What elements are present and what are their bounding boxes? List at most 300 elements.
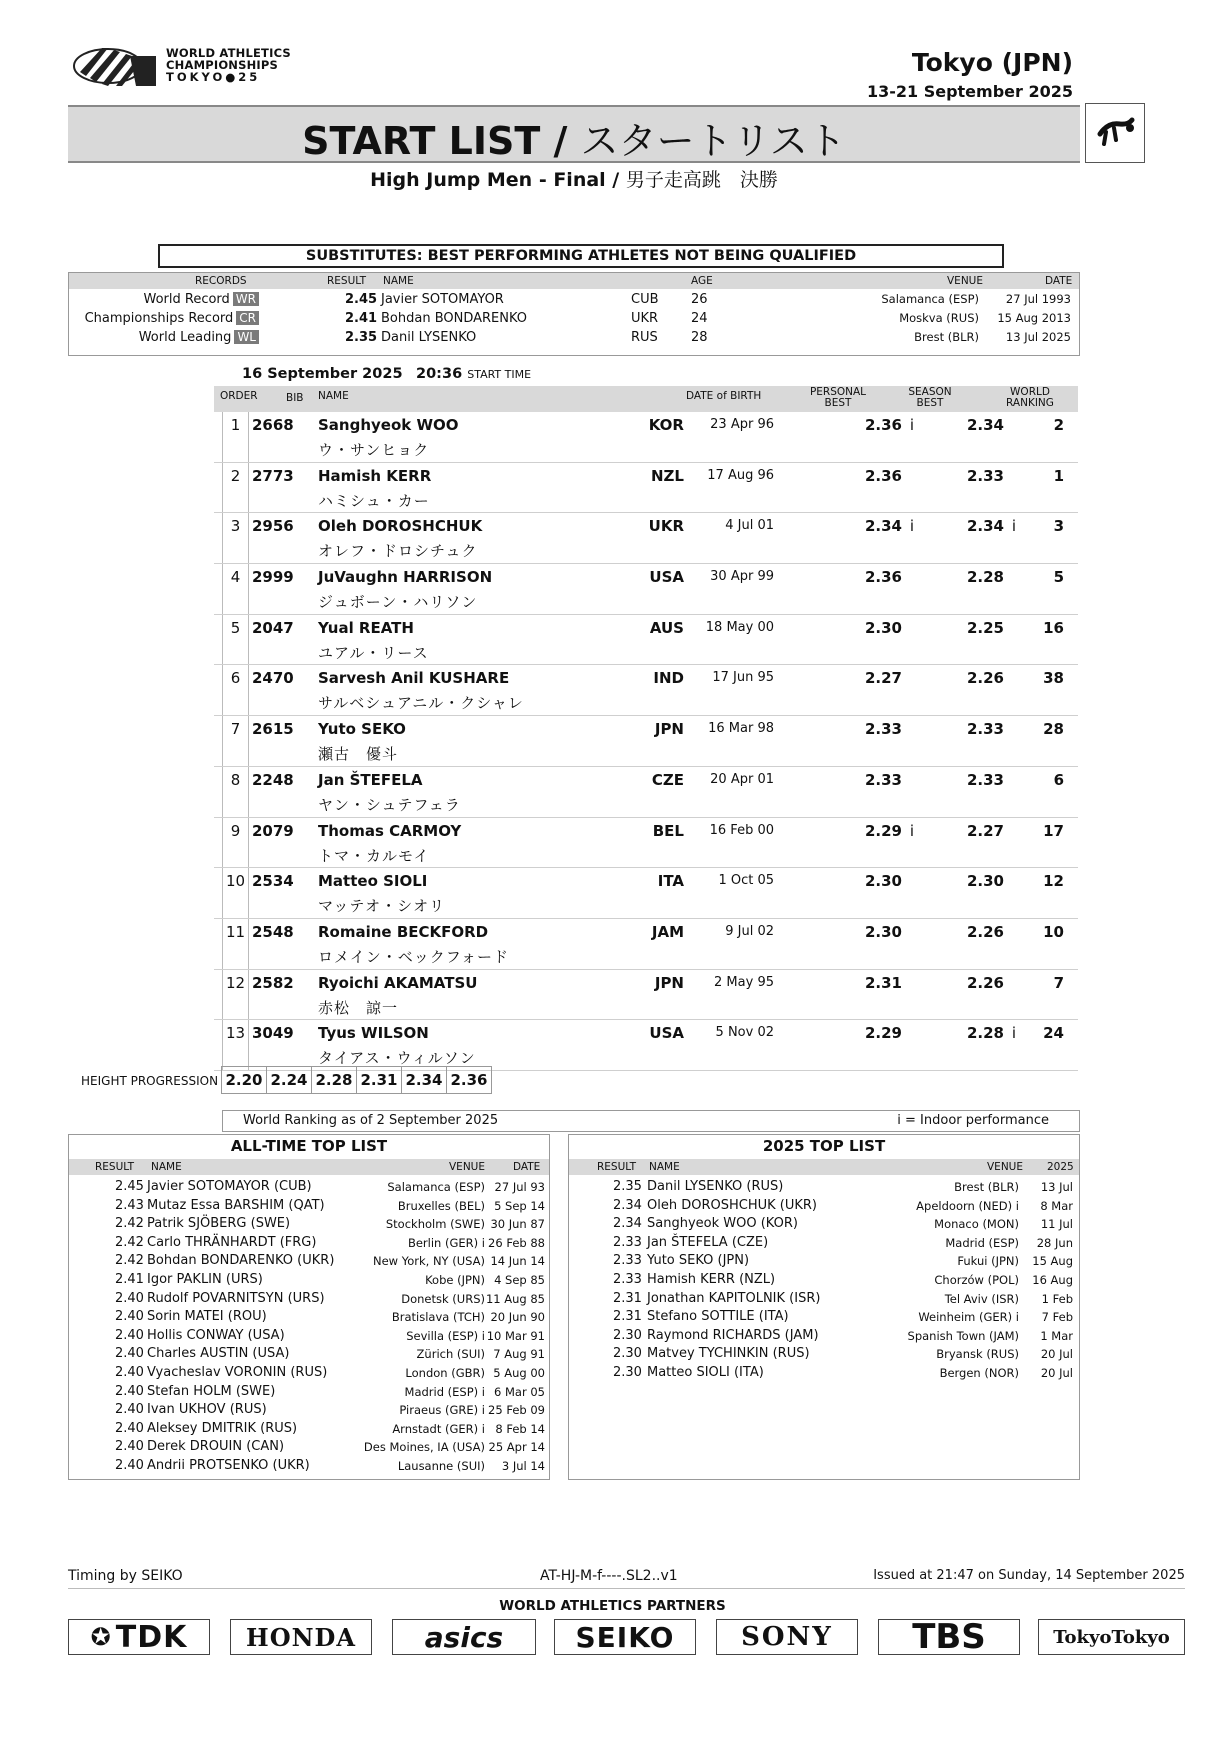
subtitle-jp: 男子走高跳 決勝	[625, 169, 778, 191]
top-list-result: 2.45	[115, 1179, 144, 1194]
athlete-nation: ITA	[657, 872, 684, 891]
record-label-text: World Leading	[138, 330, 232, 345]
athlete-name: JuVaughn HARRISON	[318, 568, 493, 587]
top-list-result: 2.40	[115, 1383, 144, 1399]
top-list-row	[569, 1328, 1079, 1347]
athlete-name-jp: ユアル・リース	[318, 643, 429, 662]
top-2025-header-result: RESULT	[597, 1161, 637, 1173]
top-list-athlete: Carlo THRÄNHARDT (FRG)	[147, 1234, 317, 1250]
athlete-personal-best	[824, 872, 914, 890]
top-2025-title: 2025 TOP LIST	[762, 1137, 886, 1155]
record-label	[85, 311, 259, 326]
athlete-world-ranking: 6	[1053, 770, 1064, 789]
tdk-emblem-icon: ✪	[90, 1623, 112, 1651]
athlete-name: Yuto SEKO	[318, 720, 406, 739]
athlete-name-jp: タイアス・ウィルソン	[318, 1049, 476, 1068]
top-list-athlete: Yuto SEKO (JPN)	[647, 1253, 750, 1269]
top-list-venue: Madrid (ESP)	[945, 1235, 1019, 1250]
top-list-athlete: Sanghyeok WOO (KOR)	[647, 1216, 798, 1232]
athlete-world-ranking: 12	[1043, 872, 1064, 891]
top-list-date: 16 Aug	[1032, 1272, 1073, 1287]
athlete-nation: IND	[653, 669, 684, 688]
season-best-value: 2.33	[966, 720, 1004, 739]
top-list-2025	[568, 1134, 1080, 1480]
top-list-venue: Lausanne (SUI)	[397, 1458, 485, 1473]
top-list-venue: Monaco (MON)	[934, 1217, 1019, 1232]
record-row	[69, 291, 1079, 309]
top-list-date: 1 Mar	[1040, 1328, 1073, 1343]
top-list-athlete: Oleh DOROSHCHUK (UKR)	[647, 1197, 817, 1213]
partner-tdk-text: TDK	[115, 1619, 188, 1655]
event-subtitle	[68, 165, 1080, 192]
record-date: 27 Jul 1993	[1005, 292, 1071, 306]
top-list-result: 2.40	[115, 1309, 144, 1325]
all-time-title: ALL-TIME TOP LIST	[230, 1137, 388, 1155]
athlete-name-jp: 瀬古 優斗	[318, 745, 399, 764]
top-list-result: 2.33	[613, 1234, 642, 1250]
top-2025-header	[569, 1159, 1079, 1175]
athlete-bib: 3049	[252, 1024, 294, 1043]
athlete-world-ranking: 38	[1043, 669, 1064, 688]
athlete-nation: UKR	[648, 517, 684, 536]
page-title	[68, 110, 1080, 165]
ranking-date-note: World Ranking as of 2 September 2025	[243, 1113, 499, 1128]
top-list-row	[569, 1235, 1079, 1254]
athlete-season-best	[926, 517, 1016, 535]
personal-best-value: 2.33	[864, 770, 902, 789]
athlete-season-best	[926, 923, 1016, 941]
top-list-date: 26 Feb 88	[488, 1235, 545, 1250]
athlete-order: 6	[222, 665, 249, 715]
record-holder: Bohdan BONDARENKO	[381, 311, 528, 326]
height-value: 2.34	[402, 1067, 447, 1093]
season-best-value: 2.34	[966, 517, 1004, 536]
record-result: 2.41	[345, 311, 378, 326]
athlete-row	[214, 767, 1078, 818]
season-best-value: 2.30	[966, 872, 1004, 891]
athlete-nation: JPN	[654, 720, 684, 739]
athlete-personal-best	[824, 467, 914, 485]
athlete-order: 4	[222, 564, 249, 614]
athlete-bib: 2668	[252, 416, 294, 434]
record-code-badge: WR	[233, 292, 259, 306]
top-list-row	[69, 1458, 549, 1477]
top-list-venue: Chorzów (POL)	[934, 1272, 1019, 1287]
athlete-season-best	[926, 467, 1016, 485]
top-list-row	[69, 1198, 549, 1217]
season-best-value: 2.26	[966, 922, 1004, 941]
header-name: NAME	[383, 275, 414, 287]
record-age: 28	[691, 330, 708, 345]
athlete-personal-best	[824, 1024, 914, 1042]
record-nat: UKR	[631, 311, 659, 326]
partner-logo-tbs: TBS	[878, 1619, 1020, 1655]
athlete-name: Sanghyeok WOO	[318, 416, 459, 434]
athlete-bib: 2615	[252, 720, 294, 739]
top-list-date: 5 Aug 00	[493, 1365, 545, 1380]
personal-best-value: 2.33	[864, 720, 902, 739]
top-list-result: 2.30	[613, 1364, 642, 1380]
top-list-row	[69, 1216, 549, 1235]
top-list-result: 2.30	[613, 1327, 642, 1343]
top-list-athlete: Patrik SJÖBERG (SWE)	[147, 1216, 291, 1232]
championships-logo-text	[166, 47, 291, 83]
athlete-row	[214, 818, 1078, 869]
top-list-row	[569, 1346, 1079, 1365]
personal-best-value: 2.36	[864, 568, 902, 587]
athlete-world-ranking: 24	[1043, 1024, 1064, 1043]
start-time-label: START TIME	[467, 368, 532, 381]
top-list-result: 2.41	[115, 1271, 144, 1287]
athlete-season-best	[926, 619, 1016, 637]
athlete-personal-best	[824, 720, 914, 738]
top-list-date: 10 Mar 91	[486, 1328, 545, 1343]
top-list-date: 25 Apr 14	[488, 1440, 545, 1455]
personal-best-value: 2.36	[864, 416, 902, 434]
top-list-date: 13 Jul	[1040, 1180, 1073, 1194]
top-list-venue: Kobe (JPN)	[425, 1272, 485, 1287]
personal-best-value: 2.30	[864, 872, 902, 891]
athlete-season-best	[926, 720, 1016, 738]
height-value: 2.28	[312, 1067, 357, 1093]
athlete-bib: 2047	[252, 618, 294, 637]
athlete-name-jp: マッテオ・シオリ	[318, 897, 446, 916]
athlete-order: 8	[222, 767, 249, 817]
athlete-season-best	[926, 669, 1016, 687]
season-best-value: 2.28	[966, 568, 1004, 587]
season-best-value: 2.33	[966, 770, 1004, 789]
top-list-date: 27 Jul 93	[494, 1180, 545, 1194]
athlete-personal-best	[824, 771, 914, 789]
top-list-result: 2.40	[115, 1346, 144, 1362]
top-list-date: 7 Aug 91	[493, 1347, 545, 1362]
top-list-date: 14 Jun 14	[490, 1254, 545, 1269]
header-personal-best: PERSONAL BEST	[809, 386, 867, 409]
athlete-name-jp: ハミシュ・カー	[318, 491, 430, 510]
top-list-result: 2.33	[613, 1253, 642, 1269]
athlete-name-jp: トマ・カルモイ	[318, 846, 430, 865]
top-list-date: 4 Sep 85	[494, 1272, 545, 1287]
top-list-result: 2.30	[613, 1346, 642, 1362]
document-code: AT-HJ-M-f----.SL2..v1	[540, 1568, 678, 1584]
timing-credit: Timing by SEIKO	[68, 1568, 183, 1584]
athlete-personal-best	[824, 923, 914, 941]
season-best-value: 2.33	[966, 466, 1004, 485]
top-list-row	[69, 1179, 549, 1198]
athlete-order: 3	[222, 513, 249, 563]
season-best-indoor: i	[1011, 1024, 1016, 1043]
athlete-personal-best	[824, 517, 914, 535]
athlete-season-best	[926, 822, 1016, 840]
athlete-world-ranking: 28	[1043, 720, 1064, 739]
header-order: ORDER	[220, 390, 258, 402]
issued-timestamp: Issued at 21:47 on Sunday, 14 September 2025	[873, 1568, 1185, 1583]
athlete-name: Yual REATH	[318, 618, 414, 637]
all-time-header-name: NAME	[151, 1161, 182, 1173]
championships-logo-icon	[72, 42, 158, 94]
athlete-season-best	[926, 1024, 1016, 1042]
season-best-value: 2.26	[966, 669, 1004, 688]
competition-date: 16 September 2025	[242, 366, 403, 382]
top-list-date: 25 Feb 09	[488, 1403, 545, 1418]
top-list-result: 2.43	[115, 1197, 144, 1213]
top-list-athlete: Jonathan KAPITOLNIK (ISR)	[647, 1290, 821, 1306]
athlete-name: Sarvesh Anil KUSHARE	[318, 669, 510, 688]
host-city: Tokyo (JPN)	[911, 48, 1073, 77]
athlete-nation: JAM	[651, 922, 684, 941]
athlete-bib: 2582	[252, 973, 294, 992]
top-list-result: 2.40	[115, 1364, 144, 1380]
top-list-row	[69, 1309, 549, 1328]
athlete-bib: 2773	[252, 466, 294, 485]
top-list-date: 8 Feb 14	[495, 1421, 545, 1436]
height-value: 2.31	[357, 1067, 402, 1093]
top-list-athlete: Sorin MATEI (ROU)	[147, 1309, 267, 1325]
athlete-personal-best	[824, 669, 914, 687]
top-list-venue: Tel Aviv (ISR)	[944, 1291, 1019, 1306]
athlete-bib: 2079	[252, 821, 294, 840]
top-list-athlete: Rudolf POVARNITSYN (URS)	[147, 1290, 325, 1306]
athlete-nation: AUS	[649, 618, 684, 637]
record-age: 24	[691, 311, 708, 326]
record-venue: Salamanca (ESP)	[881, 292, 979, 306]
athlete-personal-best	[824, 416, 914, 434]
athlete-name: Ryoichi AKAMATSU	[318, 973, 478, 992]
athlete-name-jp: ヤン・シュテフェラ	[318, 795, 461, 814]
partner-logo-tokyo-tokyo: TokyoTokyo	[1038, 1619, 1185, 1655]
personal-best-indoor: i	[909, 416, 914, 434]
personal-best-value: 2.34	[864, 517, 902, 536]
top-list-date: 15 Aug	[1032, 1254, 1073, 1269]
athlete-dob: 18 May 00	[705, 619, 774, 635]
logo-line-2: CHAMPIONSHIPS	[166, 58, 279, 72]
top-list-athlete: Stefan HOLM (SWE)	[147, 1383, 276, 1399]
record-holder: Danil LYSENKO	[381, 330, 477, 345]
top-list-venue: Madrid (ESP) i	[404, 1384, 485, 1399]
athlete-row	[214, 412, 1078, 463]
athlete-season-best	[926, 872, 1016, 890]
top-list-date: 28 Jun	[1036, 1235, 1073, 1250]
athlete-name: Oleh DOROSHCHUK	[318, 517, 483, 536]
top-list-date: 20 Jul	[1040, 1365, 1073, 1380]
top-list-row	[69, 1365, 549, 1384]
top-list-row	[69, 1272, 549, 1291]
start-list-header	[214, 386, 1078, 412]
athlete-row	[214, 970, 1078, 1021]
header-venue: VENUE	[947, 275, 983, 287]
athlete-bib: 2534	[252, 872, 294, 891]
athlete-dob: 16 Feb 00	[709, 822, 774, 838]
partner-logo-tdk	[68, 1619, 210, 1655]
top-list-athlete: Mutaz Essa BARSHIM (QAT)	[147, 1197, 325, 1213]
athlete-season-best	[926, 974, 1016, 992]
top-list-venue: Zürich (SUI)	[416, 1347, 485, 1362]
record-label	[143, 292, 259, 307]
top-list-date: 7 Feb	[1041, 1310, 1073, 1325]
top-list-row	[69, 1402, 549, 1421]
top-list-result: 2.31	[613, 1290, 642, 1306]
athlete-nation: USA	[649, 1024, 684, 1043]
athlete-world-ranking: 5	[1053, 568, 1064, 587]
athlete-bib: 2956	[252, 517, 294, 536]
top-list-row	[69, 1421, 549, 1440]
season-best-value: 2.34	[966, 416, 1004, 434]
athlete-bib: 2999	[252, 568, 294, 587]
athlete-order: 13	[222, 1020, 249, 1070]
record-venue: Brest (BLR)	[914, 330, 979, 344]
top-list-venue: Berlin (GER) i	[407, 1235, 485, 1250]
top-list-athlete: Stefano SOTTILE (ITA)	[647, 1309, 789, 1325]
top-list-venue: Bergen (NOR)	[939, 1365, 1019, 1380]
season-best-indoor: i	[1011, 517, 1016, 536]
top-list-result: 2.40	[115, 1457, 144, 1473]
record-label	[139, 330, 259, 345]
athlete-nation: BEL	[652, 821, 684, 840]
footer-divider	[68, 1588, 1185, 1589]
top-list-row	[69, 1346, 549, 1365]
athlete-season-best	[926, 568, 1016, 586]
athlete-dob: 17 Aug 96	[707, 467, 774, 483]
season-best-value: 2.27	[966, 821, 1004, 840]
personal-best-value: 2.31	[864, 973, 902, 992]
personal-best-value: 2.30	[864, 922, 902, 941]
header-bib: BIB	[286, 392, 304, 404]
partners-title: WORLD ATHLETICS PARTNERS	[499, 1598, 726, 1614]
partner-logo-honda: HONDA	[230, 1619, 372, 1655]
height-value: 2.36	[450, 1071, 488, 1089]
top-list-row	[569, 1291, 1079, 1310]
top-list-row	[569, 1309, 1079, 1328]
top-list-venue: New York, NY (USA)	[372, 1254, 485, 1269]
top-list-result: 2.40	[115, 1439, 144, 1455]
athlete-row	[214, 1020, 1078, 1071]
record-date: 13 Jul 2025	[1005, 330, 1071, 344]
athlete-world-ranking: 3	[1053, 517, 1064, 536]
top-list-result: 2.42	[115, 1216, 144, 1232]
top-list-venue: Stockholm (SWE)	[385, 1217, 485, 1232]
record-venue: Moskva (RUS)	[899, 311, 979, 325]
athlete-dob: 23 Apr 96	[710, 417, 774, 432]
season-best-value: 2.28	[966, 1024, 1004, 1043]
athlete-row	[214, 919, 1078, 970]
top-list-row	[569, 1365, 1079, 1384]
athlete-name: Thomas CARMOY	[318, 821, 462, 840]
top-list-result: 2.42	[115, 1234, 144, 1250]
start-list-rows	[214, 412, 1078, 1071]
top-list-athlete: Javier SOTOMAYOR (CUB)	[147, 1179, 312, 1194]
top-list-date: 30 Jun 87	[490, 1217, 545, 1232]
top-list-row	[69, 1439, 549, 1458]
top-list-venue: Fukui (JPN)	[957, 1254, 1019, 1269]
athlete-dob: 30 Apr 99	[710, 569, 774, 585]
athlete-name: Tyus WILSON	[318, 1024, 429, 1043]
top-list-result: 2.42	[115, 1253, 144, 1269]
top-list-result: 2.34	[613, 1197, 642, 1213]
athlete-name-jp: サルベシュアニル・クシャレ	[318, 694, 524, 713]
top-list-venue: Salamanca (ESP)	[387, 1180, 485, 1194]
athlete-world-ranking: 10	[1043, 922, 1064, 941]
top-list-athlete: Hollis CONWAY (USA)	[147, 1327, 285, 1343]
records-table	[68, 272, 1080, 356]
top-list-result: 2.35	[613, 1179, 642, 1194]
top-list-row	[69, 1291, 549, 1310]
athlete-row	[214, 716, 1078, 767]
record-nat: CUB	[631, 292, 659, 307]
top-list-venue: Arnstadt (GER) i	[392, 1421, 485, 1436]
athlete-name-jp: ロメイン・ベックフォード	[318, 947, 509, 966]
record-row	[69, 329, 1079, 347]
top-list-athlete: Matvey TYCHINKIN (RUS)	[647, 1346, 810, 1362]
top-list-athlete: Aleksey DMITRIK (RUS)	[147, 1420, 298, 1436]
athlete-world-ranking: 7	[1053, 973, 1064, 992]
athlete-dob: 1 Oct 05	[718, 873, 774, 889]
athlete-dob: 17 Jun 95	[712, 670, 774, 686]
top-list-row	[569, 1198, 1079, 1217]
athlete-order: 9	[222, 818, 249, 868]
athlete-world-ranking: 1	[1053, 466, 1064, 485]
season-best-value: 2.25	[966, 618, 1004, 637]
personal-best-value: 2.30	[864, 618, 902, 637]
top-list-result: 2.33	[613, 1271, 642, 1287]
top-list-venue: Des Moines, IA (USA)	[363, 1440, 485, 1455]
athlete-dob: 2 May 95	[714, 974, 774, 990]
athlete-nation: CZE	[651, 770, 684, 789]
record-label-text: World Record	[143, 292, 230, 307]
top-list-venue: Bruxelles (BEL)	[397, 1198, 485, 1213]
title-en: START LIST /	[302, 119, 568, 163]
partner-logo-sony: SONY	[716, 1619, 858, 1655]
personal-best-indoor: i	[909, 821, 914, 840]
record-age: 26	[691, 292, 708, 307]
logo-line-1: WORLD ATHLETICS	[166, 46, 291, 60]
championship-dates: 13-21 September 2025	[866, 82, 1073, 101]
top-list-result: 2.34	[613, 1216, 642, 1232]
top-list-result: 2.40	[115, 1327, 144, 1343]
partner-logo-asics: asics	[392, 1619, 536, 1655]
top-list-row	[69, 1384, 549, 1403]
top-list-date: 3 Jul 14	[501, 1458, 545, 1473]
athlete-order: 5	[222, 615, 249, 665]
top-list-athlete: Charles AUSTIN (USA)	[147, 1346, 290, 1362]
top-list-venue: Brest (BLR)	[954, 1180, 1019, 1194]
top-list-result: 2.40	[115, 1402, 144, 1418]
top-2025-header-name: NAME	[649, 1161, 680, 1173]
athlete-name: Hamish KERR	[318, 466, 432, 485]
athlete-dob: 20 Apr 01	[710, 771, 774, 787]
header-season-best: SEASON BEST	[908, 386, 952, 409]
athlete-dob: 5 Nov 02	[715, 1025, 774, 1041]
top-list-date: 1 Feb	[1041, 1291, 1073, 1306]
top-list-venue: Bratislava (TCH)	[391, 1310, 485, 1325]
top-list-row	[69, 1235, 549, 1254]
all-time-top-list	[68, 1134, 550, 1480]
all-time-header	[69, 1159, 549, 1175]
athlete-order: 10	[222, 868, 249, 918]
top-list-row	[569, 1272, 1079, 1291]
top-list-result: 2.31	[613, 1309, 642, 1325]
athlete-row	[214, 615, 1078, 666]
logo-line-3: TOKYO●25	[166, 70, 261, 84]
athlete-personal-best	[824, 974, 914, 992]
personal-best-value: 2.27	[864, 669, 902, 688]
record-date: 15 Aug 2013	[997, 311, 1071, 325]
record-row	[69, 310, 1079, 328]
top-list-row	[69, 1253, 549, 1272]
header-date: DATE	[1045, 275, 1073, 287]
top-list-date: 11 Jul	[1040, 1217, 1073, 1232]
athlete-season-best	[926, 771, 1016, 789]
athlete-dob: 9 Jul 02	[725, 923, 774, 939]
